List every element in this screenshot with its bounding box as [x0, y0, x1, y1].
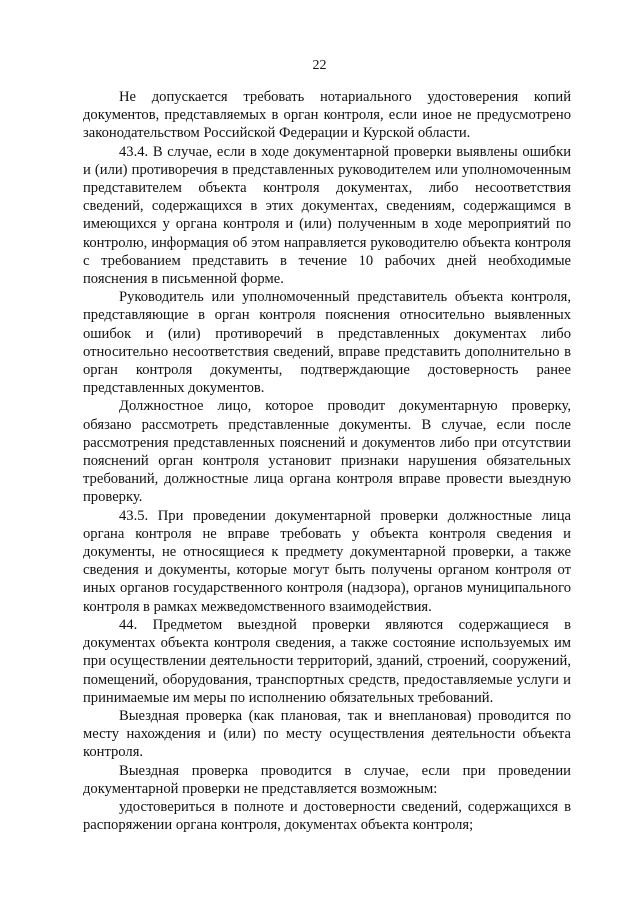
paragraph-onsite-conditions: Выездная проверка проводится в случае, если при проведении документарной проверки не представляется возможным: [83, 762, 571, 797]
paragraph-representative-explanations: Руководитель или уполномоченный представитель объекта контроля, представляющие в орган контроля пояснения относительно выявленных ошибок и (или) противоречий в представленных документах либо относительно несоответствия сведений, вправе представить дополнительно в орган контроля документы, подтверждающие достоверность ранее представленных документов. [83, 289, 571, 397]
paragraph-verify-completeness: удостовериться в полноте и достоверности сведений, содержащихся в распоряжении органа контроля, документах объекта контроля; [83, 798, 571, 834]
paragraph-44: 44. Предметом выездной проверки являются содержащиеся в документах объекта контроля сведения, а также состояние используемых им при осуществлении деятельности территорий, зданий, строений, сооружений, помещений, оборудования, транспортных средств, предоставляемые услуги и принимаемые им меры по исполнению обязательных требований. [83, 616, 571, 706]
paragraph-official-review: Должностное лицо, которое проводит документарную проверку, обязано рассмотреть представленные документы. В случае, если после рассмотрения представленных пояснений и документов либо при отсутствии пояснений орган контроля установит признаки нарушения обязательных требований, должностные лица органа контроля вправе провести выездную проверку. [83, 398, 571, 506]
paragraph-notarization: Не допускается требовать нотариального удостоверения копий документов, представляемых в орган контроля, если иное не предусмотрено законодательством Российской Федерации и Курской области. [83, 89, 571, 142]
paragraph-43-4: 43.4. В случае, если в ходе документарной проверки выявлены ошибки и (или) противоречия в представленных руководителем или уполномоченным представителем объекта контроля документах, либо несоответствия сведений, содержащихся в этих документах, сведениям, содержащимся в имеющихся у органа контроля и (или) полученным в ходе мероприятий по контролю, информация об этом направляется руководителю объекта контроля с требованием представить в течение 10 рабочих дней необходимые пояснения в письменной форме. [83, 143, 571, 288]
page-number: 22 [312, 58, 327, 73]
paragraph-43-5: 43.5. При проведении документарной проверки должностные лица органа контроля не вправе требовать у объекта контроля сведения и документы, не относящиеся к предмету документарной проверки, а также сведения и документы, которые могут быть получены органом контроля от иных органов государственного контроля (надзора), органов муниципального контроля в рамках межведомственного взаимодействия. [83, 507, 571, 615]
paragraph-onsite-location: Выездная проверка (как плановая, так и внеплановая) проводится по месту нахождения и (или) по месту осуществления деятельности объекта контроля. [83, 707, 571, 761]
document-body [83, 88, 571, 834]
